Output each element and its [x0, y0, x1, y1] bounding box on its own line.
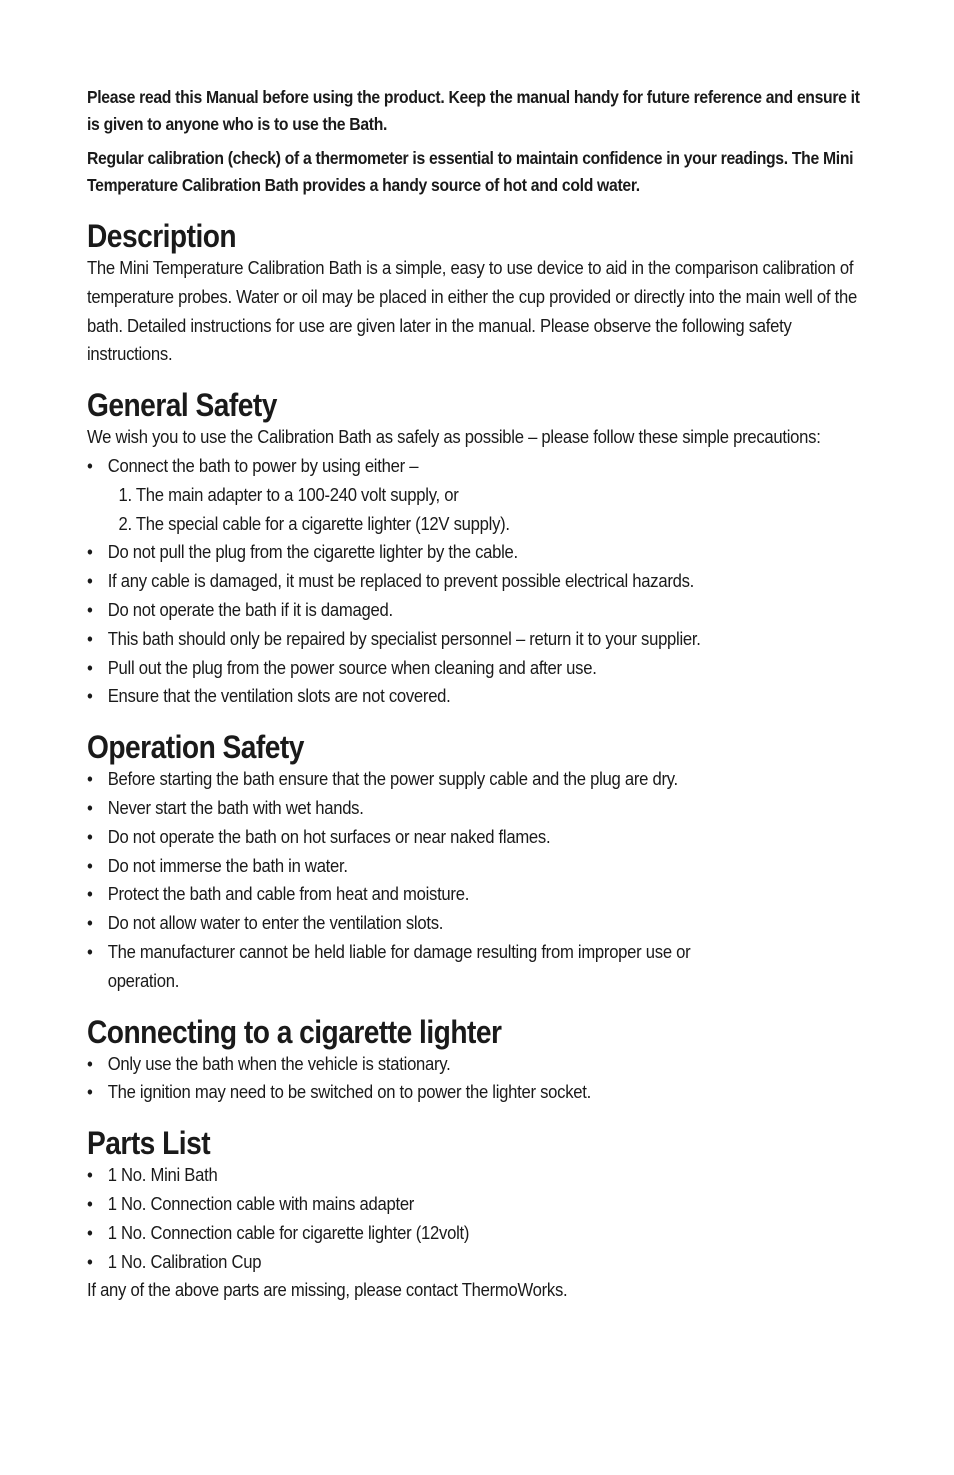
list-item: • Ensure that the ventilation slots are not covered. — [87, 682, 753, 711]
parts-list-heading: Parts List — [87, 1125, 211, 1162]
cigarette-lighter-heading: Connecting to a cigarette lighter — [87, 1013, 502, 1050]
list-item: • Do not allow water to enter the ventilation slots. — [87, 909, 753, 938]
list-item — [87, 452, 753, 538]
list-item: • The manufacturer cannot be held liable for damage resulting from improper use or operation. — [87, 938, 753, 996]
list-item: • 1 No. Connection cable for cigarette lighter (12volt) — [87, 1219, 753, 1248]
parts-footer-text: If any of the above parts are missing, please contact ThermoWorks. — [87, 1279, 568, 1301]
cigarette-lighter-list — [87, 1050, 753, 1108]
power-options-list — [108, 481, 753, 539]
list-item: • 1 No. Connection cable with mains adapter — [87, 1190, 753, 1219]
list-item: • Protect the bath and cable from heat and moisture. — [87, 880, 753, 909]
list-item: • Before starting the bath ensure that the power supply cable and the plug are dry. — [87, 765, 753, 794]
list-item: • 1 No. Calibration Cup — [87, 1248, 753, 1277]
list-item: • If any cable is damaged, it must be replaced to prevent possible electrical hazards. — [87, 567, 753, 596]
list-item: • This bath should only be repaired by specialist personnel – return it to your supplier. — [87, 625, 753, 654]
intro-paragraph-2: Regular calibration (check) of a thermometer is essential to maintain confidence in your readings. The Mini Temperature Calibration Bath provides a handy source of hot and cold water. — [87, 148, 854, 195]
manual-page — [87, 84, 877, 1305]
general-safety-heading: General Safety — [87, 387, 277, 424]
power-option-1: 1. The main adapter to a 100-240 volt supply, or — [118, 483, 459, 505]
list-item: • Only use the bath when the vehicle is stationary. — [87, 1050, 753, 1079]
power-option-2: 2. The special cable for a cigarette lighter (12V supply). — [118, 512, 510, 534]
list-item-text: Connect the bath to power by using either – — [107, 454, 419, 476]
list-item: • Do not immerse the bath in water. — [87, 852, 753, 881]
list-item: • Do not pull the plug from the cigarette lighter by the cable. — [87, 538, 753, 567]
list-item: • Do not operate the bath if it is damaged. — [87, 596, 753, 625]
description-text: The Mini Temperature Calibration Bath is a simple, easy to use device to aid in the comparison calibration of temperature probes. Water or oil may be placed in either the cup provided or directly into the main well of the bath. Detailed instructions for use are given later in the manual. Please observe the following safety instructions. — [87, 257, 857, 365]
general-safety-text: We wish you to use the Calibration Bath as safely as possible – please follow these simple precautions: — [87, 426, 821, 448]
list-item: • Never start the bath with wet hands. — [87, 794, 753, 823]
operation-safety-section — [87, 729, 877, 995]
list-item: • Do not operate the bath on hot surfaces or near naked flames. — [87, 823, 753, 852]
parts-list-section — [87, 1125, 877, 1305]
general-safety-list — [87, 452, 753, 711]
description-section — [87, 218, 877, 369]
operation-safety-list — [87, 765, 753, 995]
general-safety-section — [87, 387, 877, 711]
list-item: • Pull out the plug from the power source when cleaning and after use. — [87, 654, 753, 683]
operation-safety-heading: Operation Safety — [87, 729, 304, 766]
parts-list — [87, 1161, 753, 1276]
intro-paragraph-1: Please read this Manual before using the product. Keep the manual handy for future reference and ensure it is given to anyone who is to use the Bath. — [87, 87, 860, 134]
description-heading: Description — [87, 218, 237, 254]
list-item: • The ignition may need to be switched on to power the lighter socket. — [87, 1078, 753, 1107]
cigarette-lighter-section — [87, 1014, 877, 1108]
list-item: • 1 No. Mini Bath — [87, 1161, 753, 1190]
